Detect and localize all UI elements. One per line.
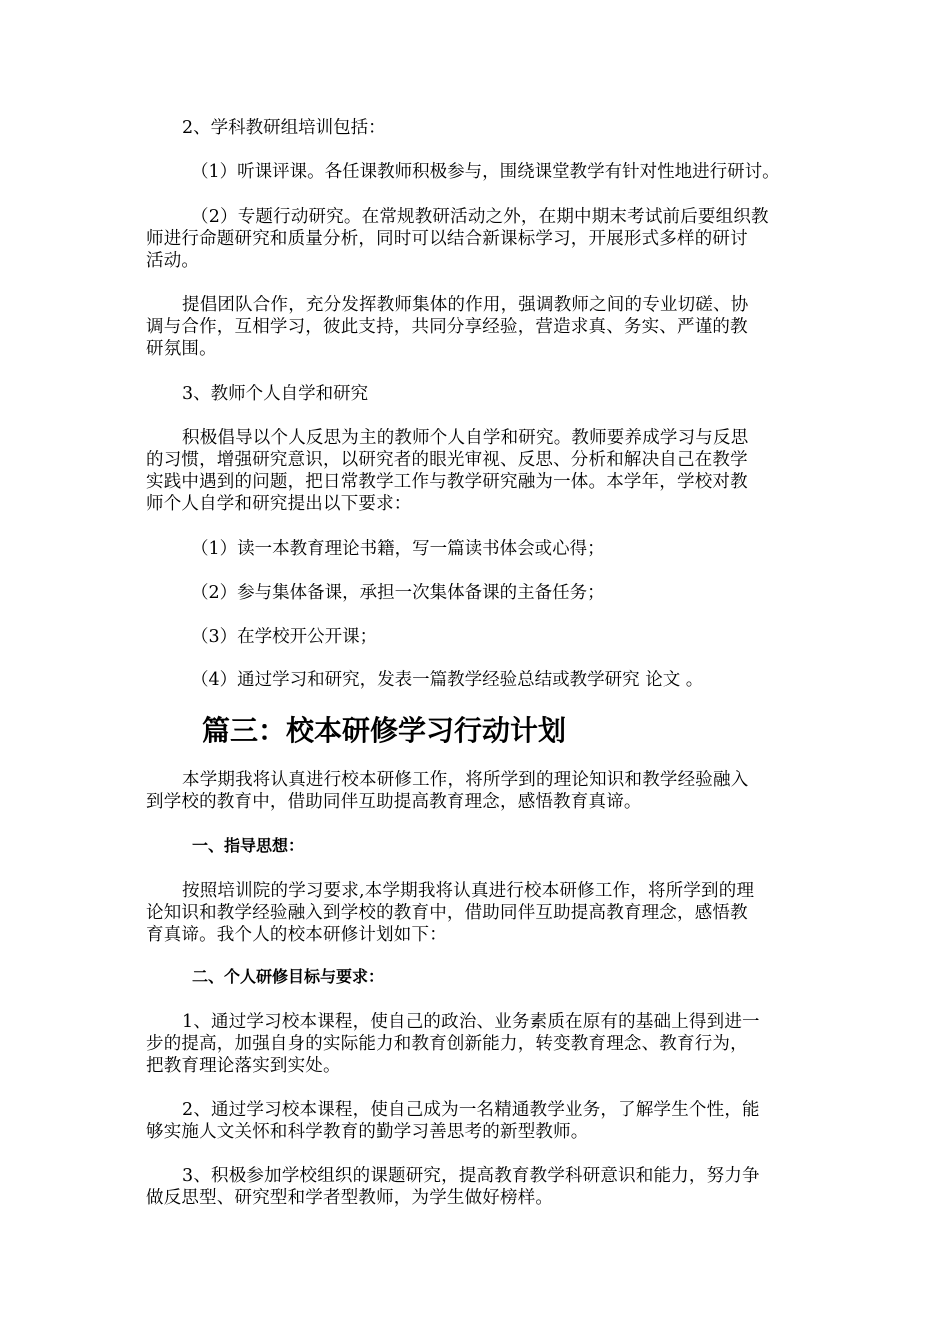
line: 做反思型、研究型和学者型教师，为学生做好榜样。 — [146, 1188, 554, 1208]
item-special-research — [146, 206, 814, 272]
section-heading-subject-training: 2、学科教研组培训包括： — [182, 118, 386, 138]
line: 把教育理论落实到实处。 — [146, 1056, 341, 1076]
line: 1、通过学习校本课程，使自己的政治、业务素质在原有的基础上得到进一 — [182, 1012, 760, 1032]
item-lesson-evaluation: （1）听课评课。各任课教师积极参与，围绕课堂教学有针对性地进行研讨。 — [191, 162, 780, 182]
paragraph-guiding-thought — [146, 880, 814, 946]
line: 够实施人文关怀和科学教育的勤学习善思考的新型教师。 — [146, 1122, 589, 1142]
line: 2、通过学习校本课程，使自己成为一名精通教学业务，了解学生个性，能 — [182, 1100, 760, 1120]
heading-goals: 二、个人研修目标与要求： — [192, 967, 385, 986]
paragraph-teamwork — [146, 294, 814, 360]
goal-3 — [146, 1165, 814, 1209]
requirement-1: （1）读一本教育理论书籍，写一篇读书体会或心得； — [191, 539, 605, 559]
line: 论知识和教学经验融入到学校的教育中，借助同伴互助提高教育理念，感悟教 — [146, 903, 748, 923]
requirement-3: （3）在学校开公开课； — [191, 627, 378, 647]
line: 研氛围。 — [146, 339, 217, 359]
requirement-2: （2）参与集体备课，承担一次集体备课的主备任务； — [191, 583, 605, 603]
heading-guiding-thought: 一、指导思想： — [192, 836, 305, 855]
line: 3、积极参加学校组织的课题研究，提高教育教学科研意识和能力，努力争 — [182, 1166, 760, 1186]
line: （2）专题行动研究。在常规教研活动之外，在期中期末考试前后要组织教 — [191, 207, 769, 227]
line: 的习惯，增强研究意识，以研究者的眼光审视、反思、分析和解决自己在教学 — [146, 450, 748, 470]
line: 实践中遇到的问题，把日常教学工作与教学研究融为一体。本学年，学校对教 — [146, 472, 748, 492]
paragraph-intro — [146, 769, 814, 813]
goal-2 — [146, 1099, 814, 1143]
line: 活动。 — [146, 251, 200, 271]
line: 积极倡导以个人反思为主的教师个人自学和研究。教师要养成学习与反思 — [182, 428, 749, 448]
line: 师进行命题研究和质量分析，同时可以结合新课标学习，开展形式多样的研讨 — [146, 229, 748, 249]
paragraph-self-study — [146, 427, 814, 515]
section-heading-self-study: 3、教师个人自学和研究 — [182, 384, 369, 404]
requirement-4: （4）通过学习和研究，发表一篇教学经验总结或教学研究 论文 。 — [191, 670, 704, 690]
line: 按照培训院的学习要求,本学期我将认真进行校本研修工作，将所学到的理 — [182, 881, 755, 901]
line: 本学期我将认真进行校本研修工作，将所学到的理论知识和教学经验融入 — [182, 770, 749, 790]
line: 提倡团队合作，充分发挥教师集体的作用，强调教师之间的专业切磋、协 — [182, 295, 749, 315]
line: 育真谛。我个人的校本研修计划如下： — [146, 925, 447, 945]
line: 到学校的教育中，借助同伴互助提高教育理念，感悟教育真谛。 — [146, 792, 642, 812]
goal-1 — [146, 1011, 814, 1077]
line: 师个人自学和研究提出以下要求： — [146, 494, 412, 514]
line: 步的提高，加强自身的实际能力和教育创新能力，转变教育理念、教育行为， — [146, 1034, 748, 1054]
line: 调与合作，互相学习，彼此支持，共同分享经验，营造求真、务实、严谨的教 — [146, 317, 748, 337]
chapter-title: 篇三：校本研修学习行动计划 — [202, 714, 567, 747]
